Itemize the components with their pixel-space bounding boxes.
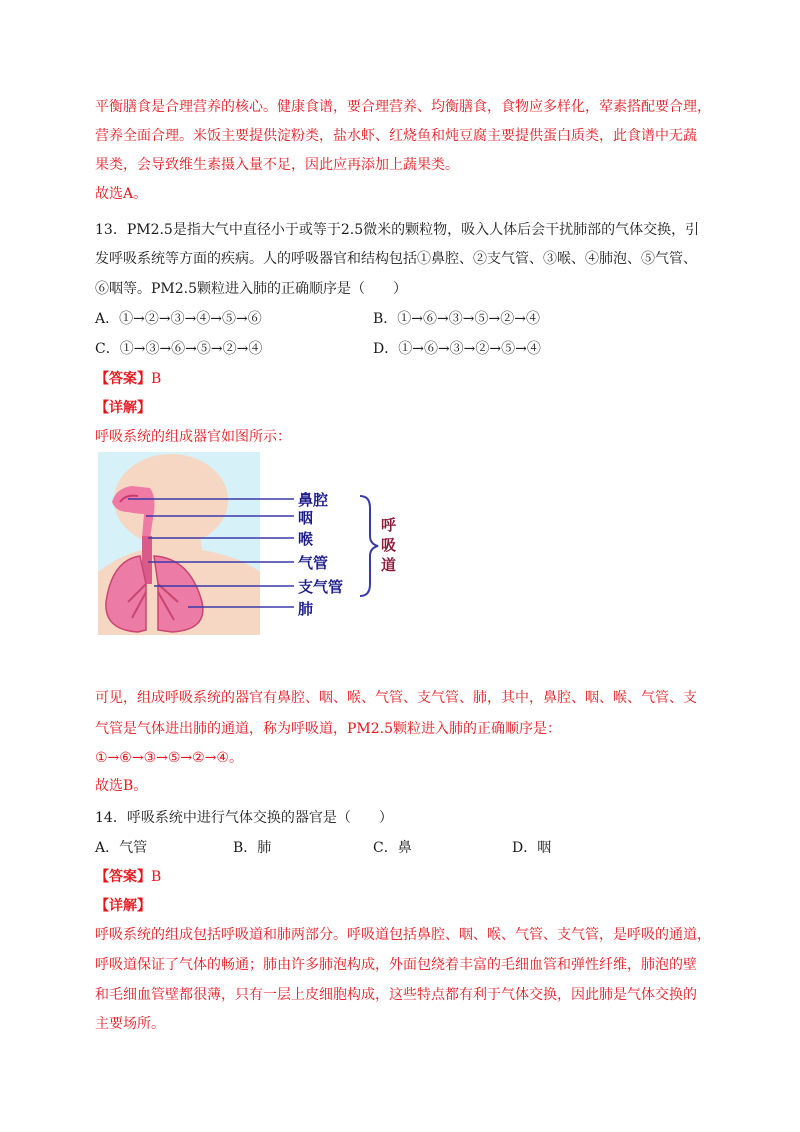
q13-stem-line-3: ⑥咽等。PM2.5颗粒进入肺的正确顺序是（ ） xyxy=(95,281,408,297)
q13-explanation-line-2: 气管是气体进出肺的通道，称为呼吸道，PM2.5颗粒进入肺的正确顺序是： xyxy=(95,721,562,737)
q13-answer xyxy=(95,369,161,389)
diagram-label-larynx: 喉 xyxy=(298,530,314,548)
diagram-label-trachea: 气管 xyxy=(298,554,329,572)
q14-option-a: A．气管 xyxy=(95,840,148,856)
q13-option-b: B．①→⑥→③→⑤→②→④ xyxy=(373,311,540,327)
prev-explanation-line-3: 果类，会导致维生素摄入量不足，因此应再添加上蔬果类。 xyxy=(95,157,459,173)
q14-explanation-line-4: 主要场所。 xyxy=(95,1016,165,1032)
q13-option-d: D．①→⑥→③→②→⑤→④ xyxy=(373,341,541,357)
diagram-label-bronchi: 支气管 xyxy=(298,578,344,596)
q13-explanation-line-1: 可见，组成呼吸系统的器官有鼻腔、咽、喉、气管、支气管、肺，其中，鼻腔、咽、喉、气管、支 xyxy=(95,690,697,706)
q14-option-c: C．鼻 xyxy=(373,840,412,856)
diagram-group-char-3: 道 xyxy=(381,556,397,574)
q13-conclusion: 故选B。 xyxy=(95,778,148,794)
diagram-label-lung: 肺 xyxy=(298,600,314,618)
q13-stem-line-1: 13．PM2.5是指大气中直径小于或等于2.5微米的颗粒物，吸入人体后会干扰肺部的气体交换，引 xyxy=(95,222,700,238)
respiratory-system-diagram xyxy=(98,452,398,637)
q14-detail-tag: 【详解】 xyxy=(95,898,151,914)
respiratory-tract-brace xyxy=(360,496,378,596)
prev-explanation-line-1: 平衡膳食是合理营养的核心。健康食谱，要合理营养、均衡膳食，食物应多样化，荤素搭配要合理， xyxy=(95,99,711,115)
q13-stem-line-2: 发呼吸系统等方面的疾病。人的呼吸器官和结构包括①鼻腔、②支气管、③喉、④肺泡、⑤气管、 xyxy=(95,251,697,267)
prev-conclusion: 故选A。 xyxy=(95,186,148,202)
q13-detail-tag: 【详解】 xyxy=(95,400,151,416)
q13-explanation-line-3: ①→⑥→③→⑤→②→④。 xyxy=(95,750,243,766)
diagram-label-nasal-cavity: 鼻腔 xyxy=(298,491,329,509)
diagram-group-char-2: 吸 xyxy=(381,536,397,554)
q14-option-b: B．肺 xyxy=(233,840,272,856)
q14-answer xyxy=(95,867,161,887)
q14-explanation-line-1: 呼吸系统的组成包括呼吸道和肺两部分。呼吸道包括鼻腔、咽、喉、气管、支气管，是呼吸的通道， xyxy=(95,927,711,943)
diagram-group-char-1: 呼 xyxy=(381,516,397,534)
diagram-label-pharynx: 咽 xyxy=(298,509,314,527)
prev-explanation-line-2: 营养全面合理。米饭主要提供淀粉类，盐水虾、红烧鱼和炖豆腐主要提供蛋白质类，此食谱中无蔬 xyxy=(95,128,697,144)
q14-stem: 14．呼吸系统中进行气体交换的器官是（ ） xyxy=(95,810,393,826)
q13-answer-tag: 【答案】 xyxy=(95,371,151,387)
q14-option-d: D．咽 xyxy=(512,840,552,856)
q13-diagram-intro: 呼吸系统的组成器官如图所示： xyxy=(95,429,291,445)
q14-explanation-line-2: 呼吸道保证了气体的畅通；肺由许多肺泡构成，外面包绕着丰富的毛细血管和弹性纤维，肺泡的壁 xyxy=(95,957,697,973)
q14-answer-value: B xyxy=(151,869,162,885)
q14-explanation-line-3: 和毛细血管壁都很薄，只有一层上皮细胞构成，这些特点都有利于气体交换，因此肺是气体交换的 xyxy=(95,987,697,1003)
q13-option-c: C．①→③→⑥→⑤→②→④ xyxy=(95,341,263,357)
q13-answer-value: B xyxy=(151,371,162,387)
q13-option-a: A．①→②→③→④→⑤→⑥ xyxy=(95,311,262,327)
q14-answer-tag: 【答案】 xyxy=(95,869,151,885)
